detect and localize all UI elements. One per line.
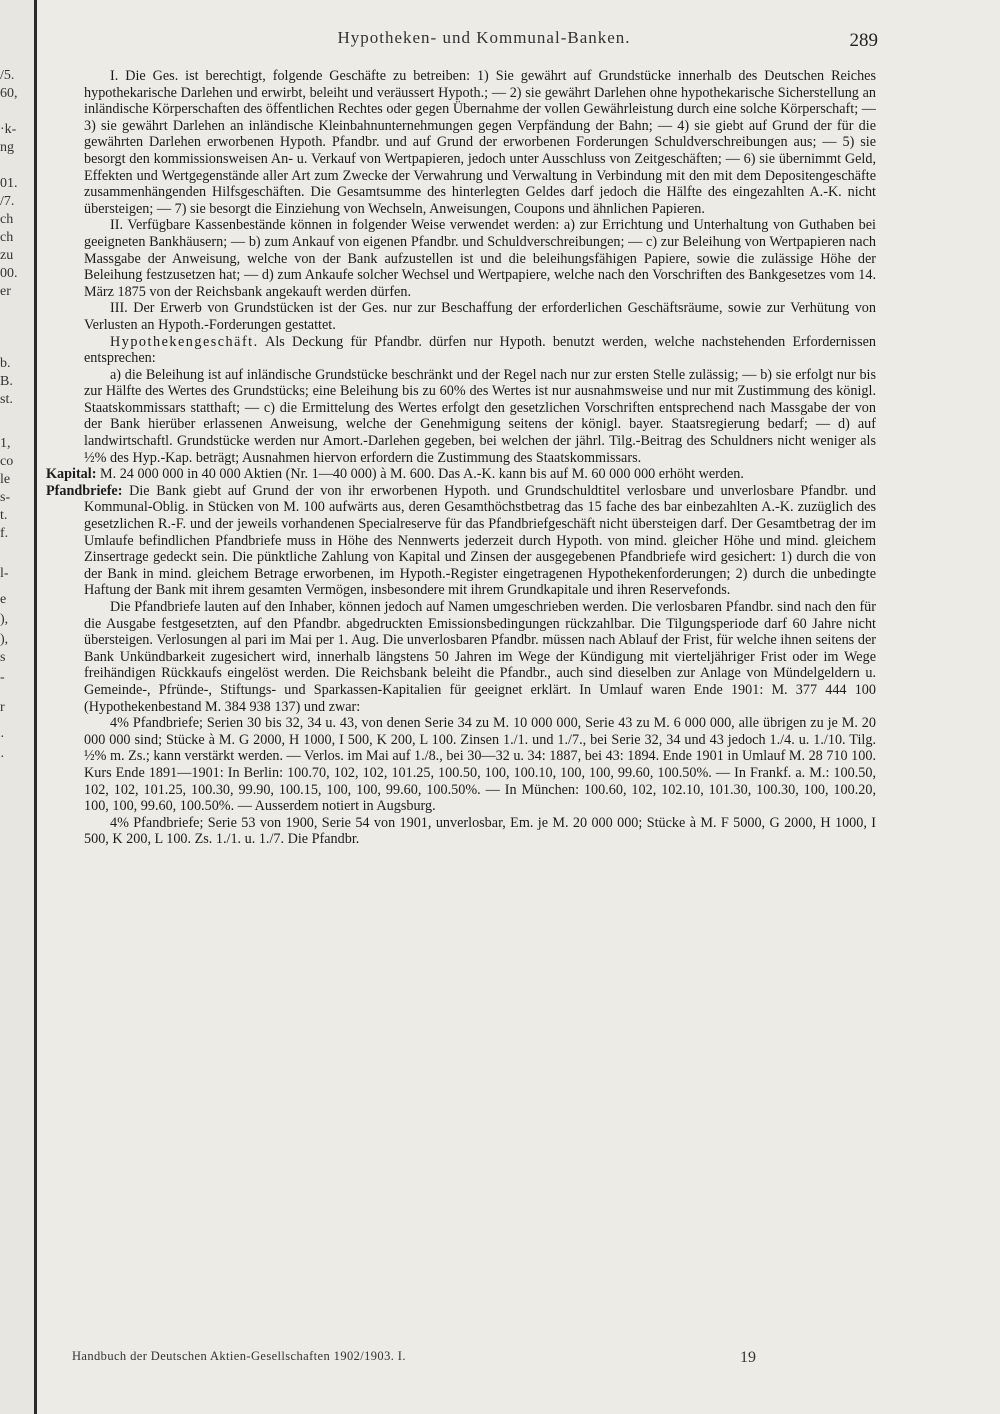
margin-fragment: l- <box>0 566 9 581</box>
margin-fragment: ·k- <box>0 122 17 137</box>
margin-fragment: s <box>0 650 6 665</box>
running-header <box>84 28 884 51</box>
paragraph-cash-reserves: II. Verfügbare Kassenbestände können in folgender Weise verwendet werden: a) zur Errichtung und Unterhaltung von Guthaben bei geeigneten Bankhäusern; — b) zum Ankauf von eigenen Pfandbr. und Schuldverschreibungen; — c) zur Beleihung von Wertpapieren nach Massgabe der Anweisung, welche von der Bank aufzustellen ist und die beleihungsfähigen Papiere, sowie die zulässige Höhe der Beleihung festzusetzen hat; — d) zum Ankaufe solcher Wechsel und Wertpapiere, welche nach den Vorschriften des Bankgesetzes vom 14. März 1875 von der Reichsbank angekauft werden dürfen. <box>84 217 876 300</box>
paragraph-series-53-54: 4% Pfandbriefe; Serie 53 von 1900, Serie 54 von 1901, unverlosbar, Em. je M. 20 000 000; Stücke à M. F 5000, G 2000, H 1000, I 500, K 200, L 100. Zs. 1./1. u. 1./7. Die Pfandbr. <box>84 814 876 848</box>
paragraph-mortgage-business <box>84 334 876 367</box>
margin-fragment: r <box>0 700 5 715</box>
page-number: 289 <box>849 30 878 51</box>
paragraph-business-scope: I. Die Ges. ist berechtigt, folgende Geschäfte zu betreiben: 1) Sie gewährt auf Grundstücke innerhalb des Deutschen Reiches hypothekarische Darlehen und erwirbt, beleiht und veräussert Hypoth.; — 2) sie gewährt Darlehen ohne hypothekarische Sicherstellung an inländische Körperschaften des öffentlichen Rechtes oder gegen Übernahme der vollen Gewährleistung durch eine solche Körperschaft; — 3) sie gewährt Darlehen an inländische Kleinbahnunternehmungen gegen Verpfändung der Bahn; — 4) sie giebt auf Grund der für die gewährten Darlehen erworbenen Hypoth. Pfandbr. und auf Grund der erworbenen Forderungen Schuldverschreibungen aus; — 5) sie besorgt den kommissionsweisen An- u. Verkauf von Wertpapieren, jedoch unter Ausschluss von Zeitgeschäften; — 6) sie übernimmt Geld, Effekten und Wertgegenstände aller Art zum Zwecke der Verwahrung und Verwaltung in Verbindung mit den mit dem Depositengeschäfte zusammenhängenden Hilfsgeschäften. Die Gesamtsumme des hinterlegten Geldes darf jedoch die Hälfte des eingezahlten A.-K. nicht übersteigen; — 7) sie besorgt die Einziehung von Wechseln, Anweisungen, Coupons und ähnlichen Papieren. <box>84 68 876 217</box>
page-footer <box>72 1349 892 1364</box>
paragraph-real-estate: III. Der Erwerb von Grundstücken ist der Ges. nur zur Beschaffung der erforderlichen Geschäftsräume, sowie zur Verhütung von Verlusten an Hypoth.-Forderungen gestattet. <box>84 300 876 333</box>
margin-fragment: ), <box>0 612 9 627</box>
margin-fragment: - <box>0 670 5 685</box>
capital-text: M. 24 000 000 in 40 000 Aktien (Nr. 1—40 000) à M. 600. Das A.-K. kann bis auf M. 60 000 000 erhöht werden. <box>96 466 744 483</box>
margin-fragment: 01. <box>0 176 18 191</box>
margin-fragment: ch <box>0 212 14 227</box>
margin-fragment: 60, <box>0 86 18 101</box>
pfandbriefe-text: Die Bank giebt auf Grund der von ihr erworbenen Hypoth. und Grundschuldtitel verlosbare und unverlosbare Pfandbr. und Kommunal-Oblig. in Stücken von M. 100 aufwärts aus, deren Gesamthöchstbetrag das 15 fache des bar einbezahlten A.-K. zuzüglich des gesetzlichen R.-F. und der jeweils vorhandenen Specialreserve für das Pfandbriefgeschäft nicht übersteigen darf. Der Gesamtbetrag der im Umlaufe befindlichen Pfandbriefe muss in Höhe des Nennwerts jederzeit durch Hypoth. von mind. gleicher Höhe und mind. gleichem Zinsertrage gedeckt sein. Die pünktliche Zahlung von Kapital und Zinsen der ausgegebenen Pfandbriefe wird gesichert: 1) durch die von der Bank in mind. gleichem Betrage erworbenen, im Hypoth.-Register eingetragenen Hypothekenforderungen; 2) durch die unbedingte Haftung der Bank mit ihrem gesamten Vermögen, insbesondere mit ihrem Grundkapitale und ihren Reservefonds. <box>84 482 876 599</box>
margin-fragment: st. <box>0 392 13 407</box>
mortgage-business-heading: Hypothekengeschäft. <box>110 333 259 350</box>
margin-fragment: 1, <box>0 436 11 451</box>
margin-fragment: co <box>0 454 14 469</box>
margin-fragment: er <box>0 284 11 299</box>
margin-fragment: ch <box>0 230 14 245</box>
margin-fragment: s- <box>0 490 11 505</box>
pfandbriefe-heading: Pfandbriefe: <box>46 482 123 499</box>
margin-fragment: · <box>0 730 5 745</box>
margin-fragment: zu <box>0 248 14 263</box>
running-title: Hypotheken- und Kommunal-Banken. <box>337 28 631 47</box>
paragraph-pfandbriefe-terms: Die Pfandbriefe lauten auf den Inhaber, können jedoch auf Namen umgeschrieben werden. Die verlosbaren Pfandbr. sind nach den für die Ausgabe festgesetzten, auf den Pfandbr. abgedruckten Emissionsbedingungen rückzahlbar. Die Tilgungsperiode darf 60 Jahre nicht übersteigen. Verlosungen al pari im Mai per 1. Aug. Die unverlosbaren Pfandbr. müssen nach Ablauf der Frist, für welche ihnen seitens der Bank Unkündbarkeit zugesichert wird, innerhalb längstens 50 Jahren im Wege der Kündigung mit vierteljähriger Frist oder im Wege freihändigen Rückkaufs eingelöst werden. Die Reichsbank beleiht die Pfandbr., auch sind dieselben zur Anlage von Mündelgeldern u. Gemeinde-, Pfründe-, Stiftungs- und Sparkassen-Kapitalien für geeignet erklärt. In Umlauf waren Ende 1901: M. 377 444 100 (Hypothekenbestand M. 384 938 137) und zwar: <box>84 599 876 715</box>
publication-line: Handbuch der Deutschen Aktien-Gesellschaften 1902/1903. I. <box>72 1349 406 1363</box>
margin-fragment: /7. <box>0 194 15 209</box>
page-text <box>46 68 876 848</box>
margin-fragment: e <box>0 592 7 607</box>
paragraph-capital <box>46 466 876 483</box>
margin-fragment: /5. <box>0 68 15 83</box>
page-gutter <box>34 0 37 1414</box>
paragraph-series-30-43: 4% Pfandbriefe; Serien 30 bis 32, 34 u. 43, von denen Serie 34 zu M. 10 000 000, Serie 43 zu M. 6 000 000, alle übrigen zu je M. 20 000 000 sind; Stücke à M. G 2000, H 1000, I 500, K 200, L 100. Zinsen 1./1. und 1./7., bei Serie 32, 34 und 43 jedoch 1./4. u. 1./10. Tilg. ½% m. Zs.; kann verstärkt werden. — Verlos. im Mai auf 1./8., bei 30—32 u. 34: 1887, bei 43: 1894. Ende 1901 in Umlauf M. 28 710 100. Kurs Ende 1891—1901: In Berlin: 100.70, 102, 102, 101.25, 100.50, 100, 100.10, 100, 100, 99.60, 100.50%. — In Frankf. a. M.: 100.50, 102, 102, 101.25, 100.30, 99.90, 100.15, 100, 100, 99.60, 100.50%. — In München: 100.60, 102, 102.10, 101.30, 100.30, 100, 100.20, 100, 100, 99.60, 100.50%. — Ausserdem notiert in Augsburg. <box>84 715 876 815</box>
paragraph-pfandbriefe <box>46 482 876 599</box>
margin-fragment: ), <box>0 632 9 647</box>
margin-fragment: · <box>0 750 5 765</box>
margin-fragment: le <box>0 472 11 487</box>
mortgage-business-text: Als Deckung für Pfandbr. dürfen nur Hypoth. benutzt werden, welche nachstehenden Erfordernissen entsprechen: <box>84 333 876 367</box>
capital-heading: Kapital: <box>46 466 97 483</box>
margin-fragment: 00. <box>0 266 18 281</box>
margin-fragment: b. <box>0 356 11 371</box>
margin-fragment: ng <box>0 140 14 155</box>
margin-fragment: t. <box>0 508 8 523</box>
margin-fragment: B. <box>0 374 13 389</box>
margin-fragment: f. <box>0 526 9 541</box>
signature-mark: 19 <box>740 1349 756 1366</box>
paragraph-lending-conditions: a) die Beleihung ist auf inländische Grundstücke beschränkt und der Regel nach nur zur ersten Stelle zulässig; — b) sie erfolgt nur bis zur Hälfte des Wertes des Grundstücks; eine Beleihung bis zu 60% des Wertes ist nur ausnahmsweise und nur mit Zustimmung des königl. Staatskommissars statthaft; — c) die Ermittelung des Wertes erfolgt den gesetzlichen Vorschriften entsprechend nach Massgabe der von der Bank hierüber erlassenen Anweisung, welche der Genehmigung seitens der königl. bayer. Staatsregierung bedarf; — d) auf landwirtschaftl. Grundstücke werden nur Amort.-Darlehen gegeben, bei welchen der jährl. Tilg.-Beitrag des Schuldners nicht weniger als ½% des Hyp.-Kap. beträgt; Ausnahmen hiervon erfordern die Zustimmung des Staatskommissars. <box>84 366 876 466</box>
